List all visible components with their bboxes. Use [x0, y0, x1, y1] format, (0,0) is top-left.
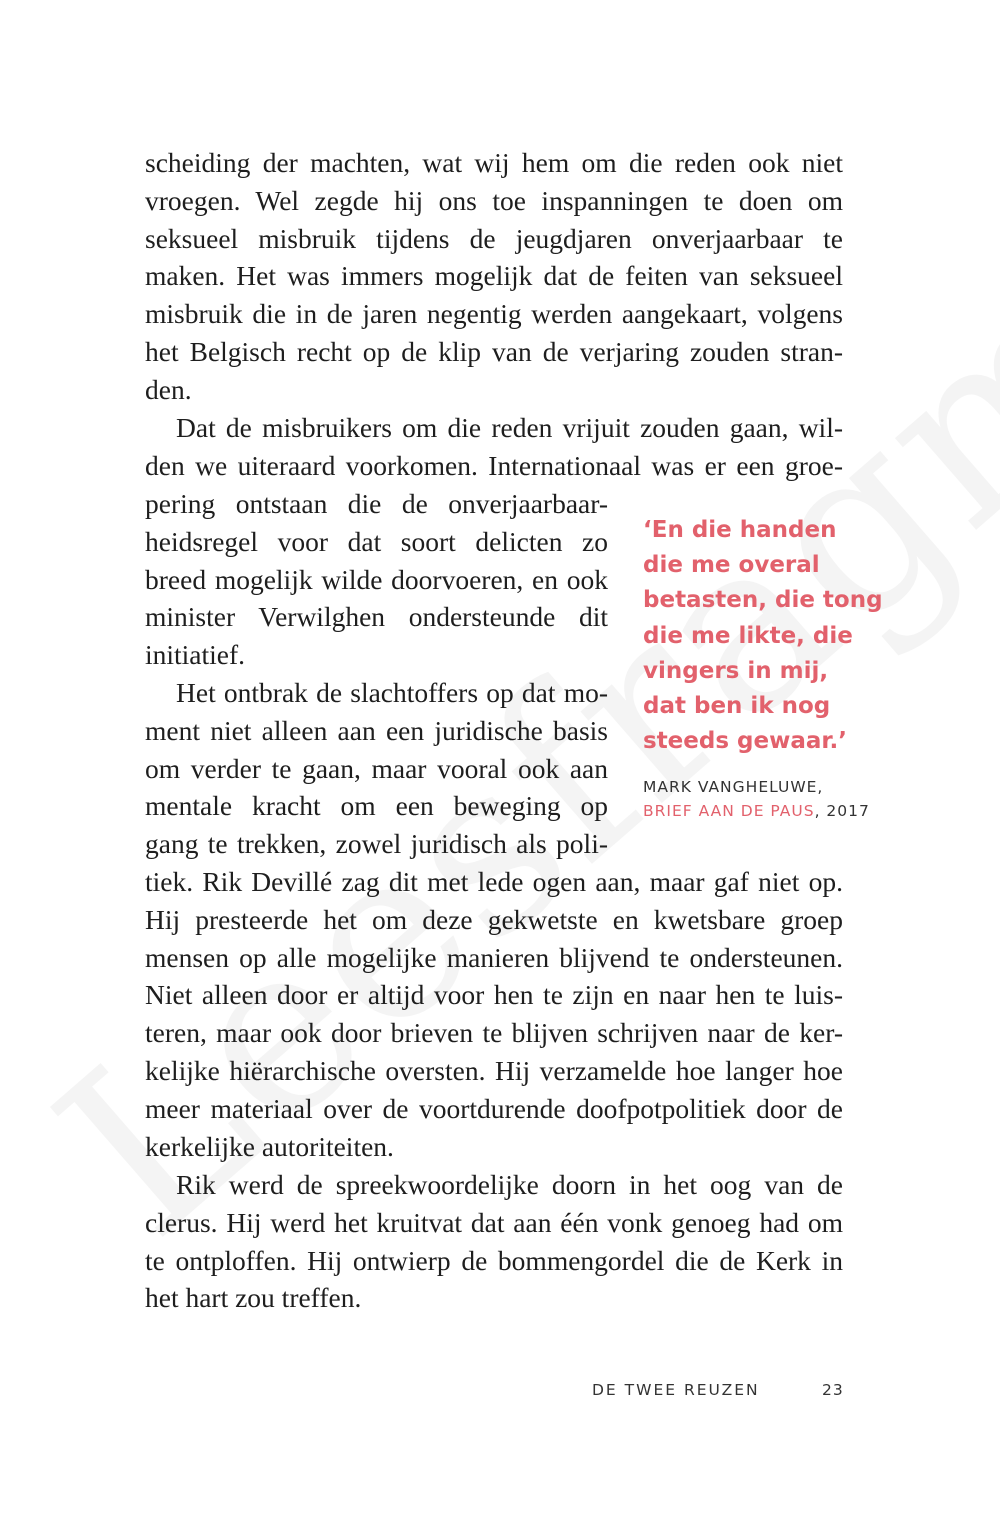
paragraph-1 [145, 144, 843, 409]
pull-quote-line: dat ben ik nog [643, 693, 831, 720]
text-line: maken. Het was immers mogelijk dat de feiten van seksueel [145, 260, 843, 292]
text-line: tiek. Rik Devillé zag dit met lede ogen aan, maar gaf niet op. [145, 866, 843, 897]
text-line: vroegen. Wel zegde hij ons toe inspanningen te doen om [145, 184, 843, 216]
quote-source: BRIEF AAN DE PAUS [643, 802, 815, 820]
quote-source-line [643, 799, 893, 823]
text-line: pering ontstaan die de onverjaarbaar- [145, 488, 608, 519]
text-line: het hart zou treffen. [145, 1282, 362, 1314]
text-line: gang te trekken, zowel juridisch als poli- [145, 828, 608, 860]
paragraph-4 [145, 1166, 843, 1317]
text-line: Het ontbrak de slachtoffers op dat mo- [176, 677, 608, 708]
paragraph-2-full-width [145, 409, 843, 485]
paragraph-3-narrow [145, 674, 608, 863]
text-line: om verder te gaan, maar vooral ook aan [145, 752, 608, 784]
text-line: teren, maar ook door brieven te blijven schrijven naar de ker- [145, 1017, 843, 1049]
text-line: ment niet alleen aan een juridische basis [145, 714, 608, 746]
pull-quote-line: die me likte, die [643, 622, 853, 649]
pull-quote-line: ‘En die handen [643, 517, 837, 543]
text-line: scheiding der machten, wat wij hem om die reden ook niet [145, 147, 843, 178]
pull-quote-line: steeds gewaar.’ [643, 728, 847, 755]
pull-quote-line: die me overal [643, 552, 820, 579]
paragraph-3-full-width [145, 863, 843, 1165]
text-line: te ontploffen. Hij ontwierp de bommengordel die de Kerk in [145, 1244, 843, 1276]
text-line: clerus. Hij werd het kruitvat dat aan één vonk genoeg had om [145, 1206, 843, 1238]
text-line: kerkelijke autoriteiten. [145, 1130, 394, 1162]
text-line: het Belgisch recht op de klip van de verjaring zouden stran- [145, 335, 843, 367]
text-line: seksueel misbruik tijdens de jeugdjaren onverjaarbaar te [145, 222, 843, 254]
quote-year: , 2017 [814, 802, 870, 820]
pull-quote-line: vingers in mij, [643, 657, 829, 684]
quote-author: MARK VANGHELUWE, [643, 778, 824, 796]
pull-quote [643, 513, 893, 759]
text-line: kelijke hiërarchische oversten. Hij verzamelde hoe langer hoe [145, 1054, 843, 1086]
running-footer-title: DE TWEE REUZEN [592, 1381, 760, 1399]
text-line: Hij presteerde het om deze gekwetste en kwetsbare groep [145, 903, 843, 935]
text-line: minister Verwilghen ondersteunde dit [145, 601, 608, 633]
text-line: misbruik die in de jaren negentig werden aangekaart, volgens [145, 298, 843, 330]
quote-attribution [643, 775, 893, 823]
page-number: 23 [822, 1381, 844, 1399]
paragraph-2-narrow [145, 485, 608, 674]
pull-quote-line: betasten, die tong [643, 587, 883, 614]
text-line: Niet alleen door er altijd voor hen te zijn en naar hen te luis- [145, 979, 843, 1011]
text-line: den. [145, 373, 192, 405]
text-line: mentale kracht om een beweging op [145, 790, 608, 822]
text-line: initiatief. [145, 639, 246, 671]
text-line: meer materiaal over de voortdurende doofpotpolitiek door de [145, 1092, 843, 1124]
text-line: Dat de misbruikers om die reden vrijuit zouden gaan, wil- [176, 412, 843, 443]
text-line: Rik werd de spreekwoordelijke doorn in het oog van de [176, 1169, 843, 1200]
text-line: breed mogelijk wilde doorvoeren, en ook [145, 563, 608, 595]
text-line: den we uiteraard voorkomen. Internationaal was er een groe- [145, 449, 843, 481]
text-line: mensen op alle mogelijke manieren blijvend te ondersteunen. [145, 941, 843, 973]
text-line: heidsregel voor dat soort delicten zo [145, 525, 608, 557]
